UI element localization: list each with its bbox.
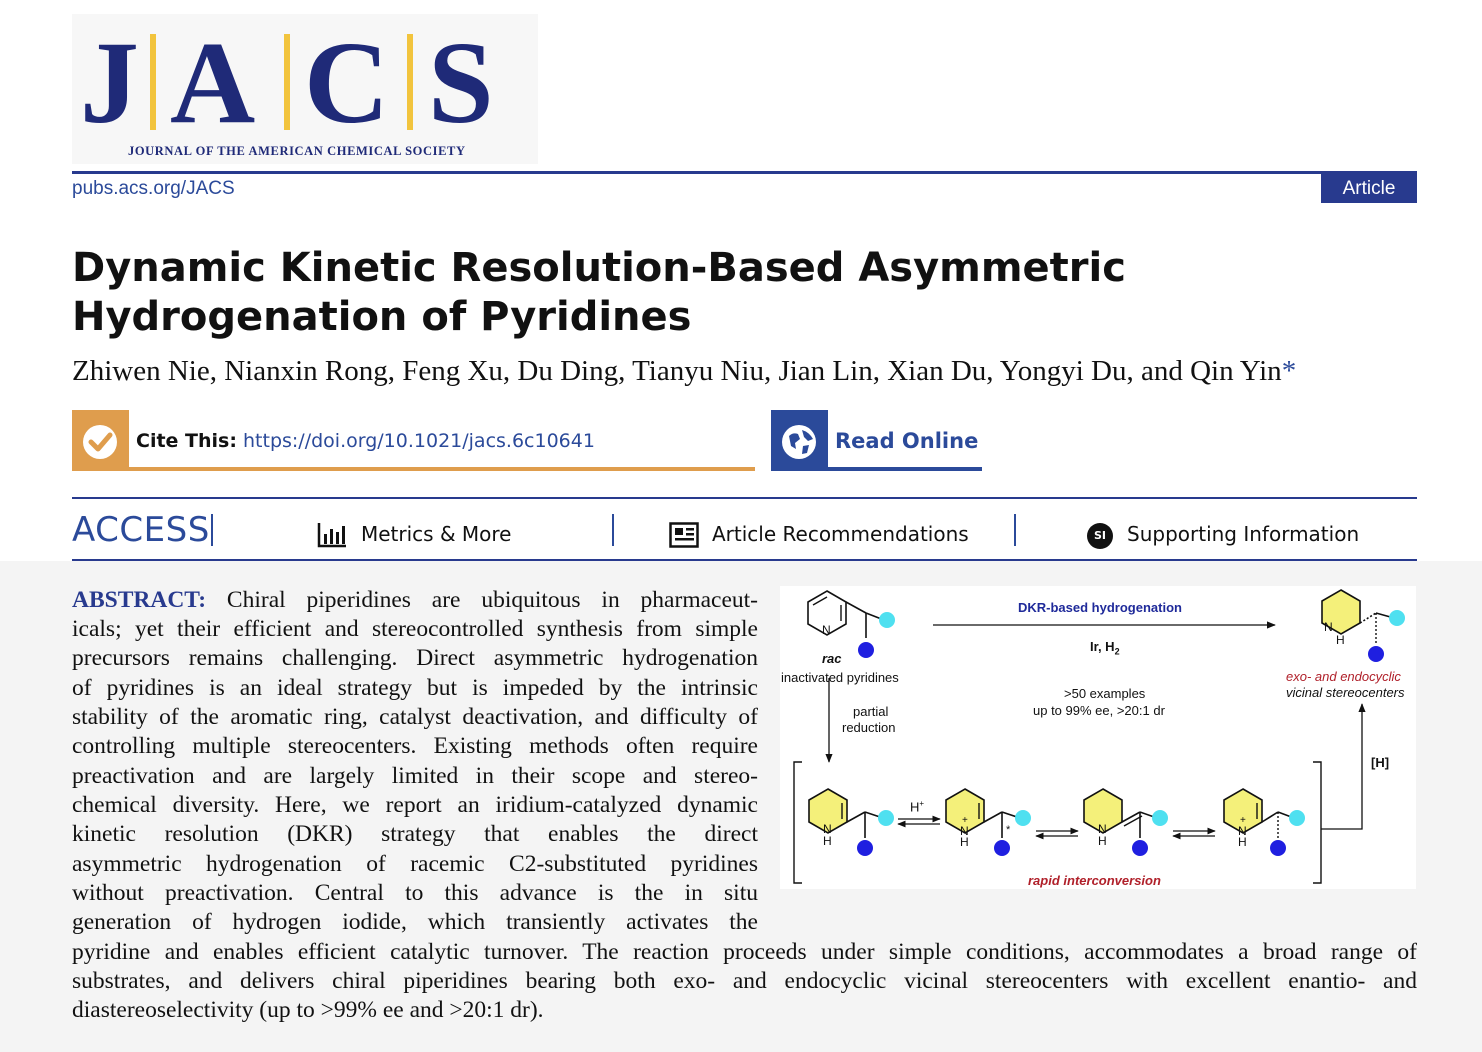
abstract-line: precursors remains challenging. Direct asymmetric hydrogenation [72,645,758,671]
corresponding-author-mark[interactable]: * [1281,355,1297,387]
rac-label: rac [822,651,842,666]
authors-text: Zhiwen Nie, Nianxin Rong, Feng Xu, Du Ding, Tianyu Niu, Jian Lin, Xian Du, Yongyi Du, and Qin Yin [72,355,1282,387]
supporting-information-link[interactable]: Supporting Information [1127,522,1360,546]
atom-h-label: H [823,834,832,848]
cite-underline [72,467,755,471]
article-recommendations-link[interactable]: Article Recommendations [712,522,969,546]
atom-n-label: N [1098,822,1107,836]
author-list [72,355,1296,388]
metrics-more-link[interactable]: Metrics & More [361,522,512,546]
atom-n-label: N [823,822,832,836]
reduction-label: reduction [842,720,896,735]
bracket-left [794,762,802,883]
abstract-line: pyridine and enables efficient catalytic turnover. The reaction proceeds under simple conditions, accommodates a broad range of [72,939,1417,965]
access-separator [612,514,614,546]
logo-letter-c: C [304,17,390,148]
plus-charge: + [962,815,968,826]
read-online-underline [771,467,982,471]
abstract-line: of pyridines is an ideal strategy but is impeded by the intrinsic [72,675,758,701]
hydrogenation-arrow [1321,704,1362,829]
atom-h-label: H [960,835,969,849]
stereo-star: * [1006,824,1011,836]
abstract-line: substrates, and delivers chiral piperidines bearing both exo- and endocyclic vicinal stereocenters with excellent enantio- and [72,968,1417,994]
abstract-line: without preactivation. Central to this advance is the in situ [72,880,758,906]
product-label-2: vicinal stereocenters [1286,685,1405,700]
intermediate-structure-1 [809,789,894,856]
logo-divider [284,34,290,130]
interconversion-label: rapid interconversion [1028,873,1161,888]
logo-subtitle: JOURNAL OF THE AMERICAN CHEMICAL SOCIETY [128,144,466,158]
journal-logo [72,14,538,164]
cite-this-box [72,410,755,471]
intermediate-structure-3 [1084,789,1168,856]
abstract-line: chemical diversity. Here, we report an iridium-catalyzed dynamic [72,792,758,818]
read-online-button[interactable] [771,410,982,471]
atom-h-label: H [1238,835,1247,849]
article-title: Dynamic Kinetic Resolution-Based Asymmetric Hydrogenation of Pyridines [72,245,1126,340]
conditions-label: Ir, $H_2$ [1090,639,1120,657]
abstract-text: Chiral piperidines are ubiquitous in pharmaceut- [226,587,758,613]
logo-letter-s: S [428,17,494,148]
read-online-label: Read Online [835,429,979,453]
header-rule [72,171,1417,174]
atom-n-label: N [960,824,969,838]
bar-chart-icon[interactable] [317,522,347,553]
access-label: ACCESS [72,510,210,550]
logo-divider [407,34,413,130]
abstract-line: preactivation and are largely limited in their scope and stereo- [72,763,758,789]
h-label: [H] [1371,755,1390,770]
atom-n-label: N [1324,620,1333,634]
access-bar-top-rule [72,497,1417,499]
dkr-label: DKR-based hydrogenation [1018,600,1182,615]
partial-label: partial [853,704,889,719]
logo-letter-a: A [170,17,256,148]
abstract-line: kinetic resolution (DKR) strategy that enables the direct [72,821,758,847]
abstract-line: icals; yet their efficient and stereocontrolled synthesis from simple [72,616,758,642]
access-separator [211,514,213,546]
piperidine-product-structure [1322,590,1405,662]
examples-label: >50 examples [1064,686,1146,701]
atom-n-label: N [1238,824,1247,838]
globe-icon [771,410,828,471]
journal-url[interactable]: pubs.acs.org/JACS [72,178,235,199]
toc-graphic [780,586,1416,889]
atom-n-label: N [822,623,831,637]
abstract-heading: ABSTRACT: [72,587,207,613]
intermediate-structure-2 [946,789,1031,856]
recommendations-icon[interactable] [669,522,699,553]
cite-icon [72,410,129,471]
abstract-line: generation of hydrogen iodide, which transiently activates the [72,909,758,935]
cite-line [136,430,595,452]
h-plus-label: H+ [910,799,925,815]
abstract-line: stability of the aromatic ring, catalyst deactivation, and difficulty of [72,704,758,730]
logo-letter-j: J [80,17,139,148]
si-icon[interactable]: SI [1087,523,1113,549]
atom-h-label: H [1336,633,1345,647]
intermediate-structure-4 [1224,789,1305,856]
abstract-line [72,586,758,615]
abstract-line: diastereoselectivity (up to >99% ee and >20:1 dr). [72,997,544,1023]
cite-label: Cite This: [136,430,237,452]
abstract-line: asymmetric hydrogenation of racemic C2-substituted pyridines [72,851,758,877]
product-label-1: exo- and endocyclic [1286,669,1401,684]
inactivated-label: inactivated pyridines [781,670,899,685]
bracket-right [1313,762,1321,883]
atom-h-label: H [1098,834,1107,848]
ee-label: up to 99% ee, >20:1 dr [1033,703,1165,718]
abstract-line: controlling multiple stereocenters. Existing methods often require [72,733,758,759]
plus-charge: + [1240,815,1246,826]
access-separator [1014,514,1016,546]
article-type-badge: Article [1321,174,1417,203]
doi-link[interactable]: https://doi.org/10.1021/jacs.6c10641 [243,430,595,452]
logo-divider [150,34,156,130]
